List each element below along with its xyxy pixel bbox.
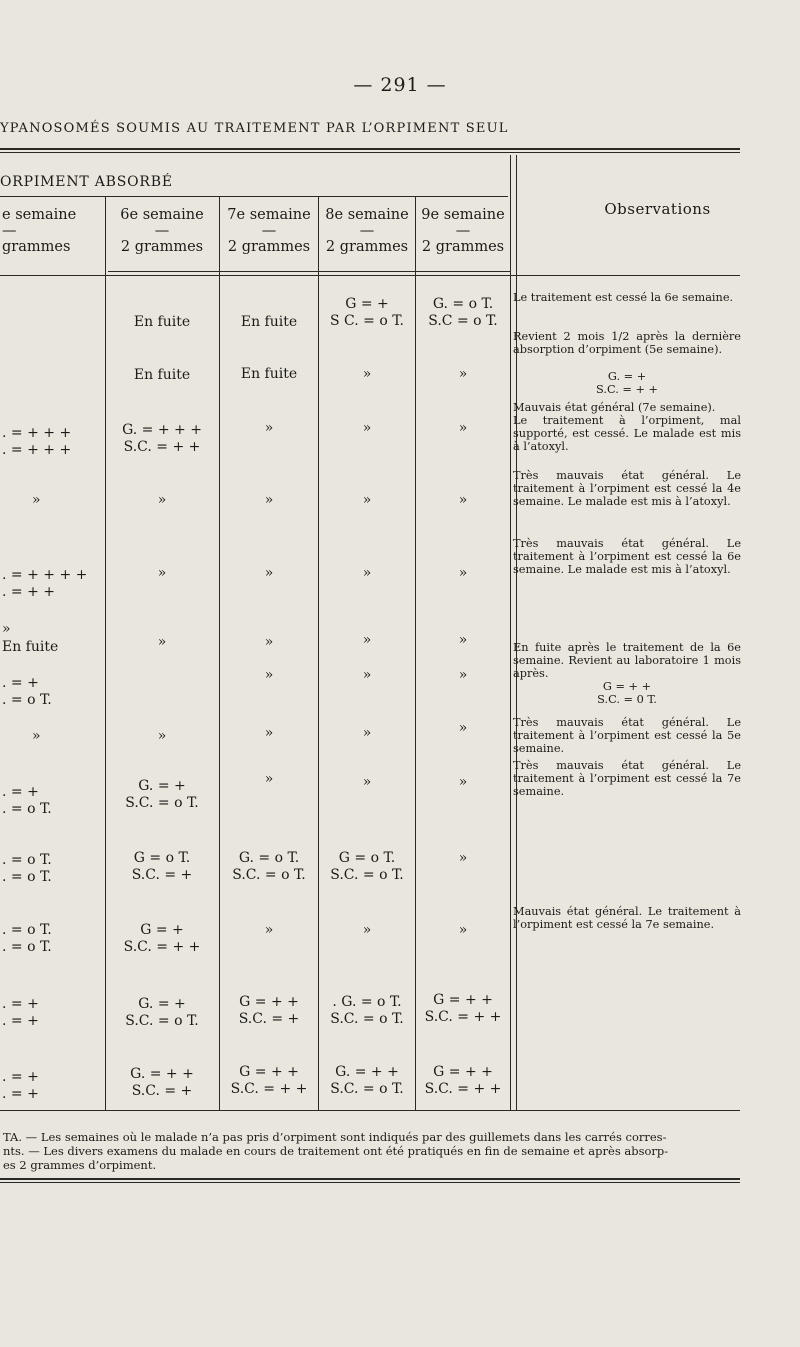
cell: G = o T. S.C. = + [131,850,193,883]
cell: G. = + + S.C. = + [130,1066,194,1099]
header-rule [108,271,510,272]
footnote-line: es 2 grammes d’orpiment. [3,1158,157,1172]
cell: En fuite [133,314,191,330]
observations-header: Observations [604,200,711,218]
cell: » En fuite [2,621,59,655]
cell: » [157,634,167,650]
cell: » [362,725,372,741]
top-rule-thin [0,152,740,153]
cell: G. = o T. S.C = o T. [428,296,498,329]
cell: . = + . = o T. [2,784,52,817]
cell: G. = o T. S.C. = o T. [232,850,306,883]
col-rule [105,197,106,1110]
cell: » [264,922,274,938]
cell: . G. = o T. S.C. = o T. [330,994,404,1027]
cell: » [264,725,274,741]
column-header [319,206,415,256]
cell: » [264,634,274,650]
dose-label: 2 grammes [227,239,311,255]
observation-text: Très mauvais état général. Le traitement à l’orpiment est cessé la 4e semaine. Le malade est mis à l’atoxyl. [513,469,741,508]
cell: » [458,774,468,790]
cell: . = + + + . = + + + [2,425,72,458]
dash: — [359,223,375,239]
dash: — [261,223,277,239]
week-label: 7e semaine [227,207,311,223]
week-label: 8e semaine [325,207,409,223]
cell: » [458,420,468,436]
observation-text: Le traitement à l’orpiment, mal supporté, est cessé. Le malade est mis à l’atoxyl. [513,414,741,453]
bottom-rule [0,1178,740,1180]
cell: » [458,922,468,938]
observation-text: Mauvais état général (7e semaine). [513,401,716,414]
cell: » [458,632,468,648]
cell: » [157,728,167,744]
observation-text: Très mauvais état général. Le traitement à l’orpiment est cessé la 5e semaine. [513,716,741,755]
observation-formula: G = + + S.C. = 0 T. [597,680,657,706]
cell: G = o T. S.C. = o T. [330,850,404,883]
top-rule [0,148,740,150]
col-rule [510,155,511,1110]
cell: . = o T. . = o T. [2,852,52,885]
cell: G = + + S.C. = + + [230,1064,308,1097]
dose-label: 2 grammes [120,239,204,255]
cell: G = + S C. = o T. [330,296,404,329]
cell: G = + + S.C. = + + [424,1064,502,1097]
group-title: ORPIMENT ABSORBÉ [0,174,173,190]
cell: G. = + + + S.C. = + + [122,422,202,455]
column-header [2,206,102,256]
week-label: 9e semaine [421,207,505,223]
cell: » [458,565,468,581]
observation-text: Très mauvais état général. Le traitement à l’orpiment est cessé la 6e semaine. Le malade est mis à l’atoxyl. [513,537,741,576]
observation-text: Mauvais état général. Le traitement à l’orpiment est cessé la 7e semaine. [513,905,741,931]
dose-label: 2 grammes [421,239,505,255]
cell: » [362,667,372,683]
col-rule [219,197,220,1110]
bottom-rule-thin [0,1182,740,1183]
column-header [416,206,510,256]
table-bottom-rule [0,1110,740,1111]
dose-label: grammes [2,239,71,255]
cell: » [458,366,468,382]
cell: » [458,850,468,866]
cell: » [458,720,468,736]
col-rule [318,197,319,1110]
week-label: 6e semaine [120,207,204,223]
group-rule [0,196,508,197]
cell: » [32,492,41,508]
cell: » [362,492,372,508]
cell: . = + . = + [2,996,39,1029]
cell: » [362,632,372,648]
cell: G. = + + S.C. = o T. [330,1064,404,1097]
week-label: e semaine [2,207,77,223]
cell: » [362,774,372,790]
running-title: YPANOSOMÉS SOUMIS AU TRAITEMENT PAR L’ORPIMENT SEUL [0,121,509,136]
cell: En fuite [240,314,298,330]
page-number: — 291 — [353,74,447,96]
cell: » [264,667,274,683]
footnote-line: nts. — Les divers examens du malade en cours de traitement ont été pratiqués en fin de semaine et après absorp- [3,1144,669,1158]
cell: » [264,771,274,787]
cell: » [362,922,372,938]
cell: » [458,667,468,683]
cell: En fuite [240,366,298,382]
observation-formula: G. = + S.C. = + + [596,370,658,396]
cell: . = + + + + . = + + [2,567,88,600]
observation-text: Très mauvais état général. Le traitement à l’orpiment est cessé la 7e semaine. [513,759,741,798]
cell: » [264,565,274,581]
cell: » [32,728,41,744]
cell: » [362,366,372,382]
observation-text: En fuite après le traitement de la 6e semaine. Revient au laboratoire 1 mois après. [513,641,741,680]
cell: . = + . = o T. [2,675,52,708]
cell: G. = + S.C. = o T. [125,996,199,1029]
dash: — [154,223,170,239]
cell: » [157,565,167,581]
column-header [221,206,317,256]
observation-text: Le traitement est cessé la 6e semaine. [513,291,734,304]
footnote-line: TA. — Les semaines où le malade n’a pas pris d’orpiment sont indiqués par des guillemets dans les carrés corres- [3,1130,667,1144]
cell: » [362,565,372,581]
header-rule [0,275,740,276]
cell: G = + + S.C. = + [238,994,300,1027]
dash: — [455,223,471,239]
cell: » [264,492,274,508]
dose-label: 2 grammes [325,239,409,255]
col-rule [415,197,416,1110]
cell: » [264,420,274,436]
cell: » [458,492,468,508]
cell: G. = + S.C. = o T. [125,778,199,811]
cell: G = + S.C. = + + [123,922,201,955]
cell: G = + + S.C. = + + [424,992,502,1025]
cell: . = + . = + [2,1069,39,1102]
column-header [108,206,216,256]
cell: . = o T. . = o T. [2,922,52,955]
cell: En fuite [133,367,191,383]
cell: » [157,492,167,508]
cell: » [362,420,372,436]
observation-text: Revient 2 mois 1/2 après la dernière absorption d’orpiment (5e semaine). [513,330,741,356]
dash: — [2,223,17,239]
